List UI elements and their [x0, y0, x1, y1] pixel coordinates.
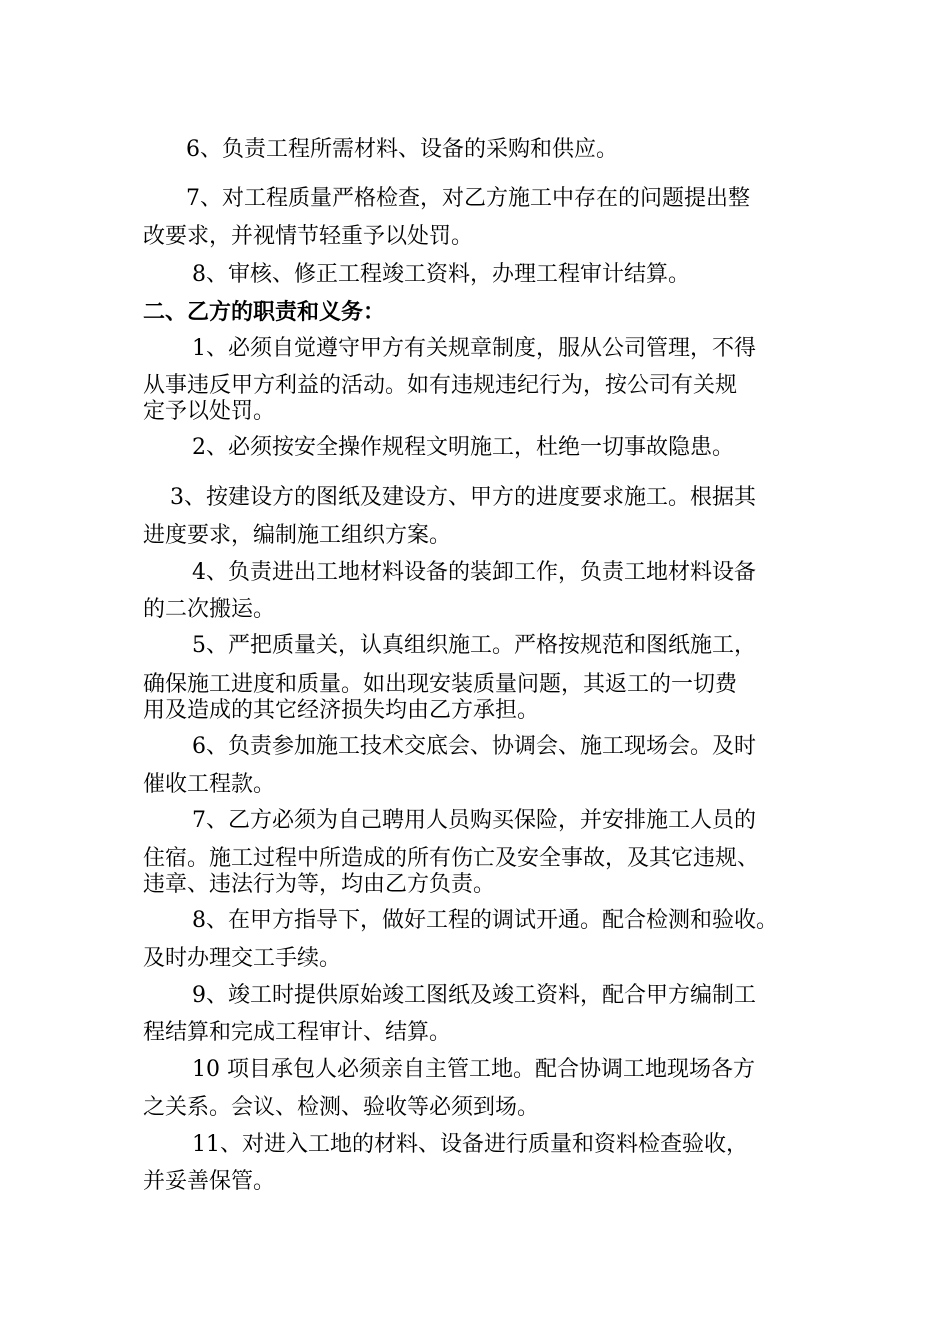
text-line: 进度要求，编制施工组织方案。 — [143, 523, 452, 548]
text-line: 9、竣工时提供原始竣工图纸及竣工资料，配合甲方编制工 — [192, 983, 756, 1008]
text-line: 的二次搬运。 — [143, 597, 276, 622]
text-line: 4、负责进出工地材料设备的装卸工作，负责工地材料设备 — [192, 560, 756, 585]
text-line: 7、乙方必须为自己聘用人员购买保险，并安排施工人员的 — [192, 808, 756, 833]
text-line: 3、按建设方的图纸及建设方、甲方的进度要求施工。根据其 — [170, 485, 756, 510]
text-line: 8、审核、修正工程竣工资料，办理工程审计结算。 — [192, 262, 690, 287]
text-line: 并妥善保管。 — [143, 1169, 276, 1194]
text-line: 违章、违法行为等，均由乙方负责。 — [143, 872, 496, 897]
section-heading: 二、乙方的职责和义务： — [143, 299, 386, 325]
text-line: 改要求，并视情节轻重予以处罚。 — [143, 224, 474, 249]
text-line: 7、对工程质量严格检查，对乙方施工中存在的问题提出整 — [186, 186, 750, 211]
text-line: 10 项目承包人必须亲自主管工地。配合协调工地现场各方 — [192, 1057, 755, 1082]
text-line: 6、负责参加施工技术交底会、协调会、施工现场会。及时 — [192, 734, 756, 759]
text-line: 催收工程款。 — [143, 772, 276, 797]
text-line: 用及造成的其它经济损失均由乙方承担。 — [143, 698, 540, 723]
text-line: 确保施工进度和质量。如出现安装质量问题，其返工的一切费 — [143, 672, 738, 697]
text-line: 5、严把质量关，认真组织施工。严格按规范和图纸施工， — [192, 633, 756, 658]
text-line: 程结算和完成工程审计、结算。 — [143, 1020, 452, 1045]
text-line: 6、负责工程所需材料、设备的采购和供应。 — [186, 137, 618, 162]
text-line: 之关系。会议、检测、验收等必须到场。 — [143, 1095, 540, 1120]
text-line: 及时办理交工手续。 — [143, 946, 342, 971]
text-line: 11、对进入工地的材料、设备进行质量和资料检查验收， — [192, 1132, 748, 1157]
text-line: 住宿。施工过程中所造成的所有伤亡及安全事故，及其它违规、 — [143, 846, 760, 871]
text-line: 1、必须自觉遵守甲方有关规章制度，服从公司管理，不得 — [192, 336, 756, 361]
text-line: 从事违反甲方利益的活动。如有违规违纪行为，按公司有关规 — [143, 373, 738, 398]
text-line: 定予以处罚。 — [143, 399, 276, 424]
text-line: 8、在甲方指导下，做好工程的调试开通。配合检测和验收。 — [192, 908, 778, 933]
text-line: 2、必须按安全操作规程文明施工，杜绝一切事故隐患。 — [192, 435, 734, 460]
